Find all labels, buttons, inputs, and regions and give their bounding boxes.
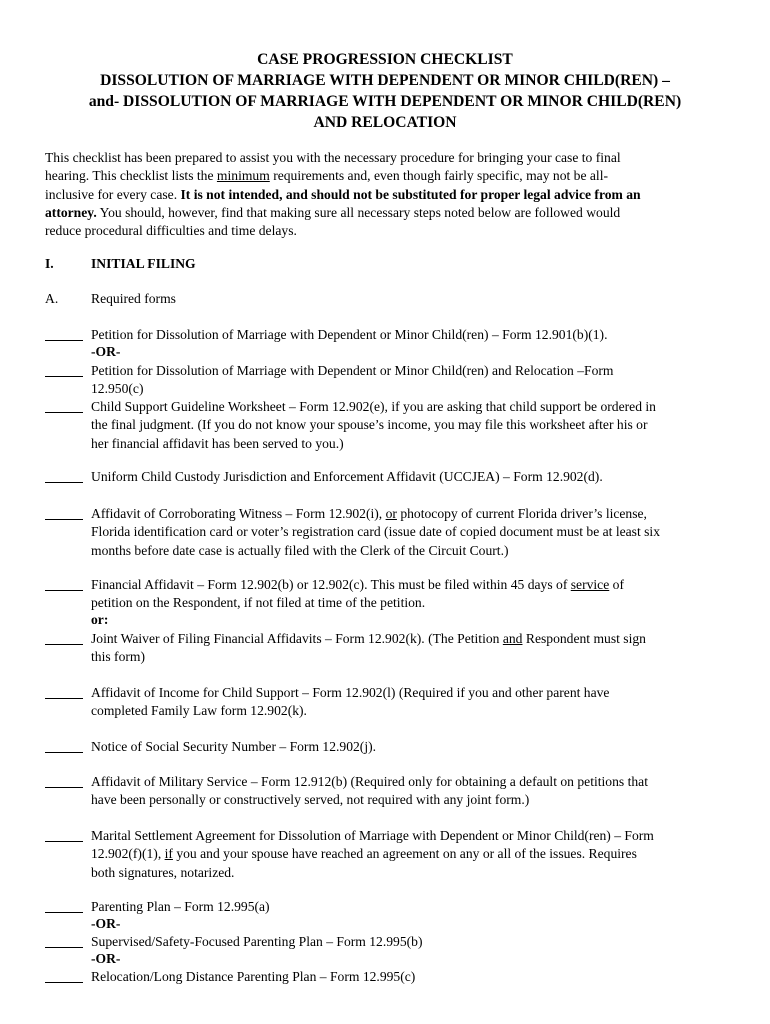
document-title <box>40 49 730 133</box>
intro-paragraph <box>45 149 730 240</box>
checkbox-blank-line[interactable] <box>45 841 83 842</box>
or-separator: -OR- <box>91 916 121 931</box>
title-line-4: AND RELOCATION <box>313 114 457 131</box>
title-line-3: and- DISSOLUTION OF MARRIAGE WITH DEPENDENT OR MINOR CHILD(REN) <box>88 93 682 110</box>
checkbox-blank-line[interactable] <box>45 947 83 948</box>
or-separator: -OR- <box>91 344 121 359</box>
intro-line: inclusive for every case. It is not intended, and should not be substituted for proper legal advice from an <box>45 186 641 202</box>
subsection-letter: A. <box>45 291 59 306</box>
intro-line: hearing. This checklist lists the minimum requirements and, even though fairly specific, may not be all- <box>45 168 609 184</box>
title-line-1: CASE PROGRESSION CHECKLIST <box>257 51 513 68</box>
checkbox-blank-line[interactable] <box>45 482 83 483</box>
checkbox-blank-line[interactable] <box>45 787 83 788</box>
checkbox-blank-line[interactable] <box>45 698 83 699</box>
checkbox-blank-line[interactable] <box>45 519 83 520</box>
checkbox-blank-line[interactable] <box>45 376 83 377</box>
section-number: I. <box>45 256 54 271</box>
document-page: CASE PROGRESSION CHECKLIST DISSOLUTION OF MARRIAGE WITH DEPENDENT OR MINOR CHILD(REN) – and- DISSOLUTION OF MARRIAGE WITH DEPENDENT OR MINOR CHILD(REN) AND RELOCATION This checklist has been prepared to assist you with the necessary procedure for bringing your case to final hearing. This checklist lists the minimum requirements and, even though fairly specific, may not be all- inclusive for every case. It is not intended, and should not be substituted for proper legal advice from an attorney. You should, however, find that making sure all necessary steps noted below are followed would reduce procedural difficulties and time delays. I. INITIAL FILING A. Required forms Petition for Dissolution of Marriage with Dependent or Minor Child(ren) – Form 12.901(b)(1). -OR- Petition for Dissolution of Marriage with Dependent or Minor Child(ren) and Relocation –Form 12.950(c) Child Support Guideline Worksheet – Form 12.902(e), if you are asking that child support be ordered in the final judgment. (If you do not know your spouse’s income, you may file this worksheet after his or her financial affidavit has been served to you.) Uniform Child Custody Jurisdiction and Enforcement Affidavit (UCCJEA) – Form 12.902(d). Affidavit of Corroborating Witness – Form 12.902(i), or photocopy of current Florida driver’s license, Florida identification card or voter’s registration card (issue date of copied document must be at least six months before date case is actually filed with the Clerk of the Circuit Court.) Financial Affidavit – Form 12.902(b) or 12.902(c). This must be filed within 45 days of service of petition on the Respondent, if not filed at time of the petition. or: Joint Waiver of Filing Financial Affidavits – Form 12.902(k). (The Petition and Respondent must sign this form) Affidavit of Income for Child Support – Form 12.902(l) (Required if you and other parent have completed Family Law form 12.902(k). Notice of Social Security Number – Form 12.902(j). Affidavit of Military Service – Form 12.912(b) (Required only for obtaining a default on petitions that have been personally or constructively served, not required with any joint form.) Marital Settlement Agreement for Dissolution of Marriage with Dependent or Minor Child(ren) – Form 12.902(f)(1), if you and your spouse have reached an agreement on any or all of the issues. Requires both signatures, notarized. Parenting Plan – Form 12.995(a) -OR- Supervised/Safety-Focused Parenting Plan – Form 12.995(b) -OR- Relocation/Long Distance Parenting Plan – Form 12.995(c) <box>0 0 770 1024</box>
checkbox-blank-line[interactable] <box>45 340 83 341</box>
checkbox-blank-line[interactable] <box>45 982 83 983</box>
checkbox-blank-line[interactable] <box>45 752 83 753</box>
section-title: INITIAL FILING <box>91 256 196 271</box>
checkbox-blank-line[interactable] <box>45 644 83 645</box>
intro-line: attorney. You should, however, find that making sure all necessary steps noted below are followed would <box>45 204 621 220</box>
checkbox-blank-line[interactable] <box>45 590 83 591</box>
intro-line: reduce procedural difficulties and time delays. <box>45 223 297 239</box>
checkbox-blank-line[interactable] <box>45 912 83 913</box>
title-line-2: DISSOLUTION OF MARRIAGE WITH DEPENDENT OR MINOR CHILD(REN) – <box>100 72 670 89</box>
subsection-title: Required forms <box>91 291 176 306</box>
checkbox-blank-line[interactable] <box>45 412 83 413</box>
intro-line: This checklist has been prepared to assist you with the necessary procedure for bringing your case to final <box>45 150 621 165</box>
or-separator: -OR- <box>91 951 121 966</box>
or-separator: or: <box>91 612 109 627</box>
